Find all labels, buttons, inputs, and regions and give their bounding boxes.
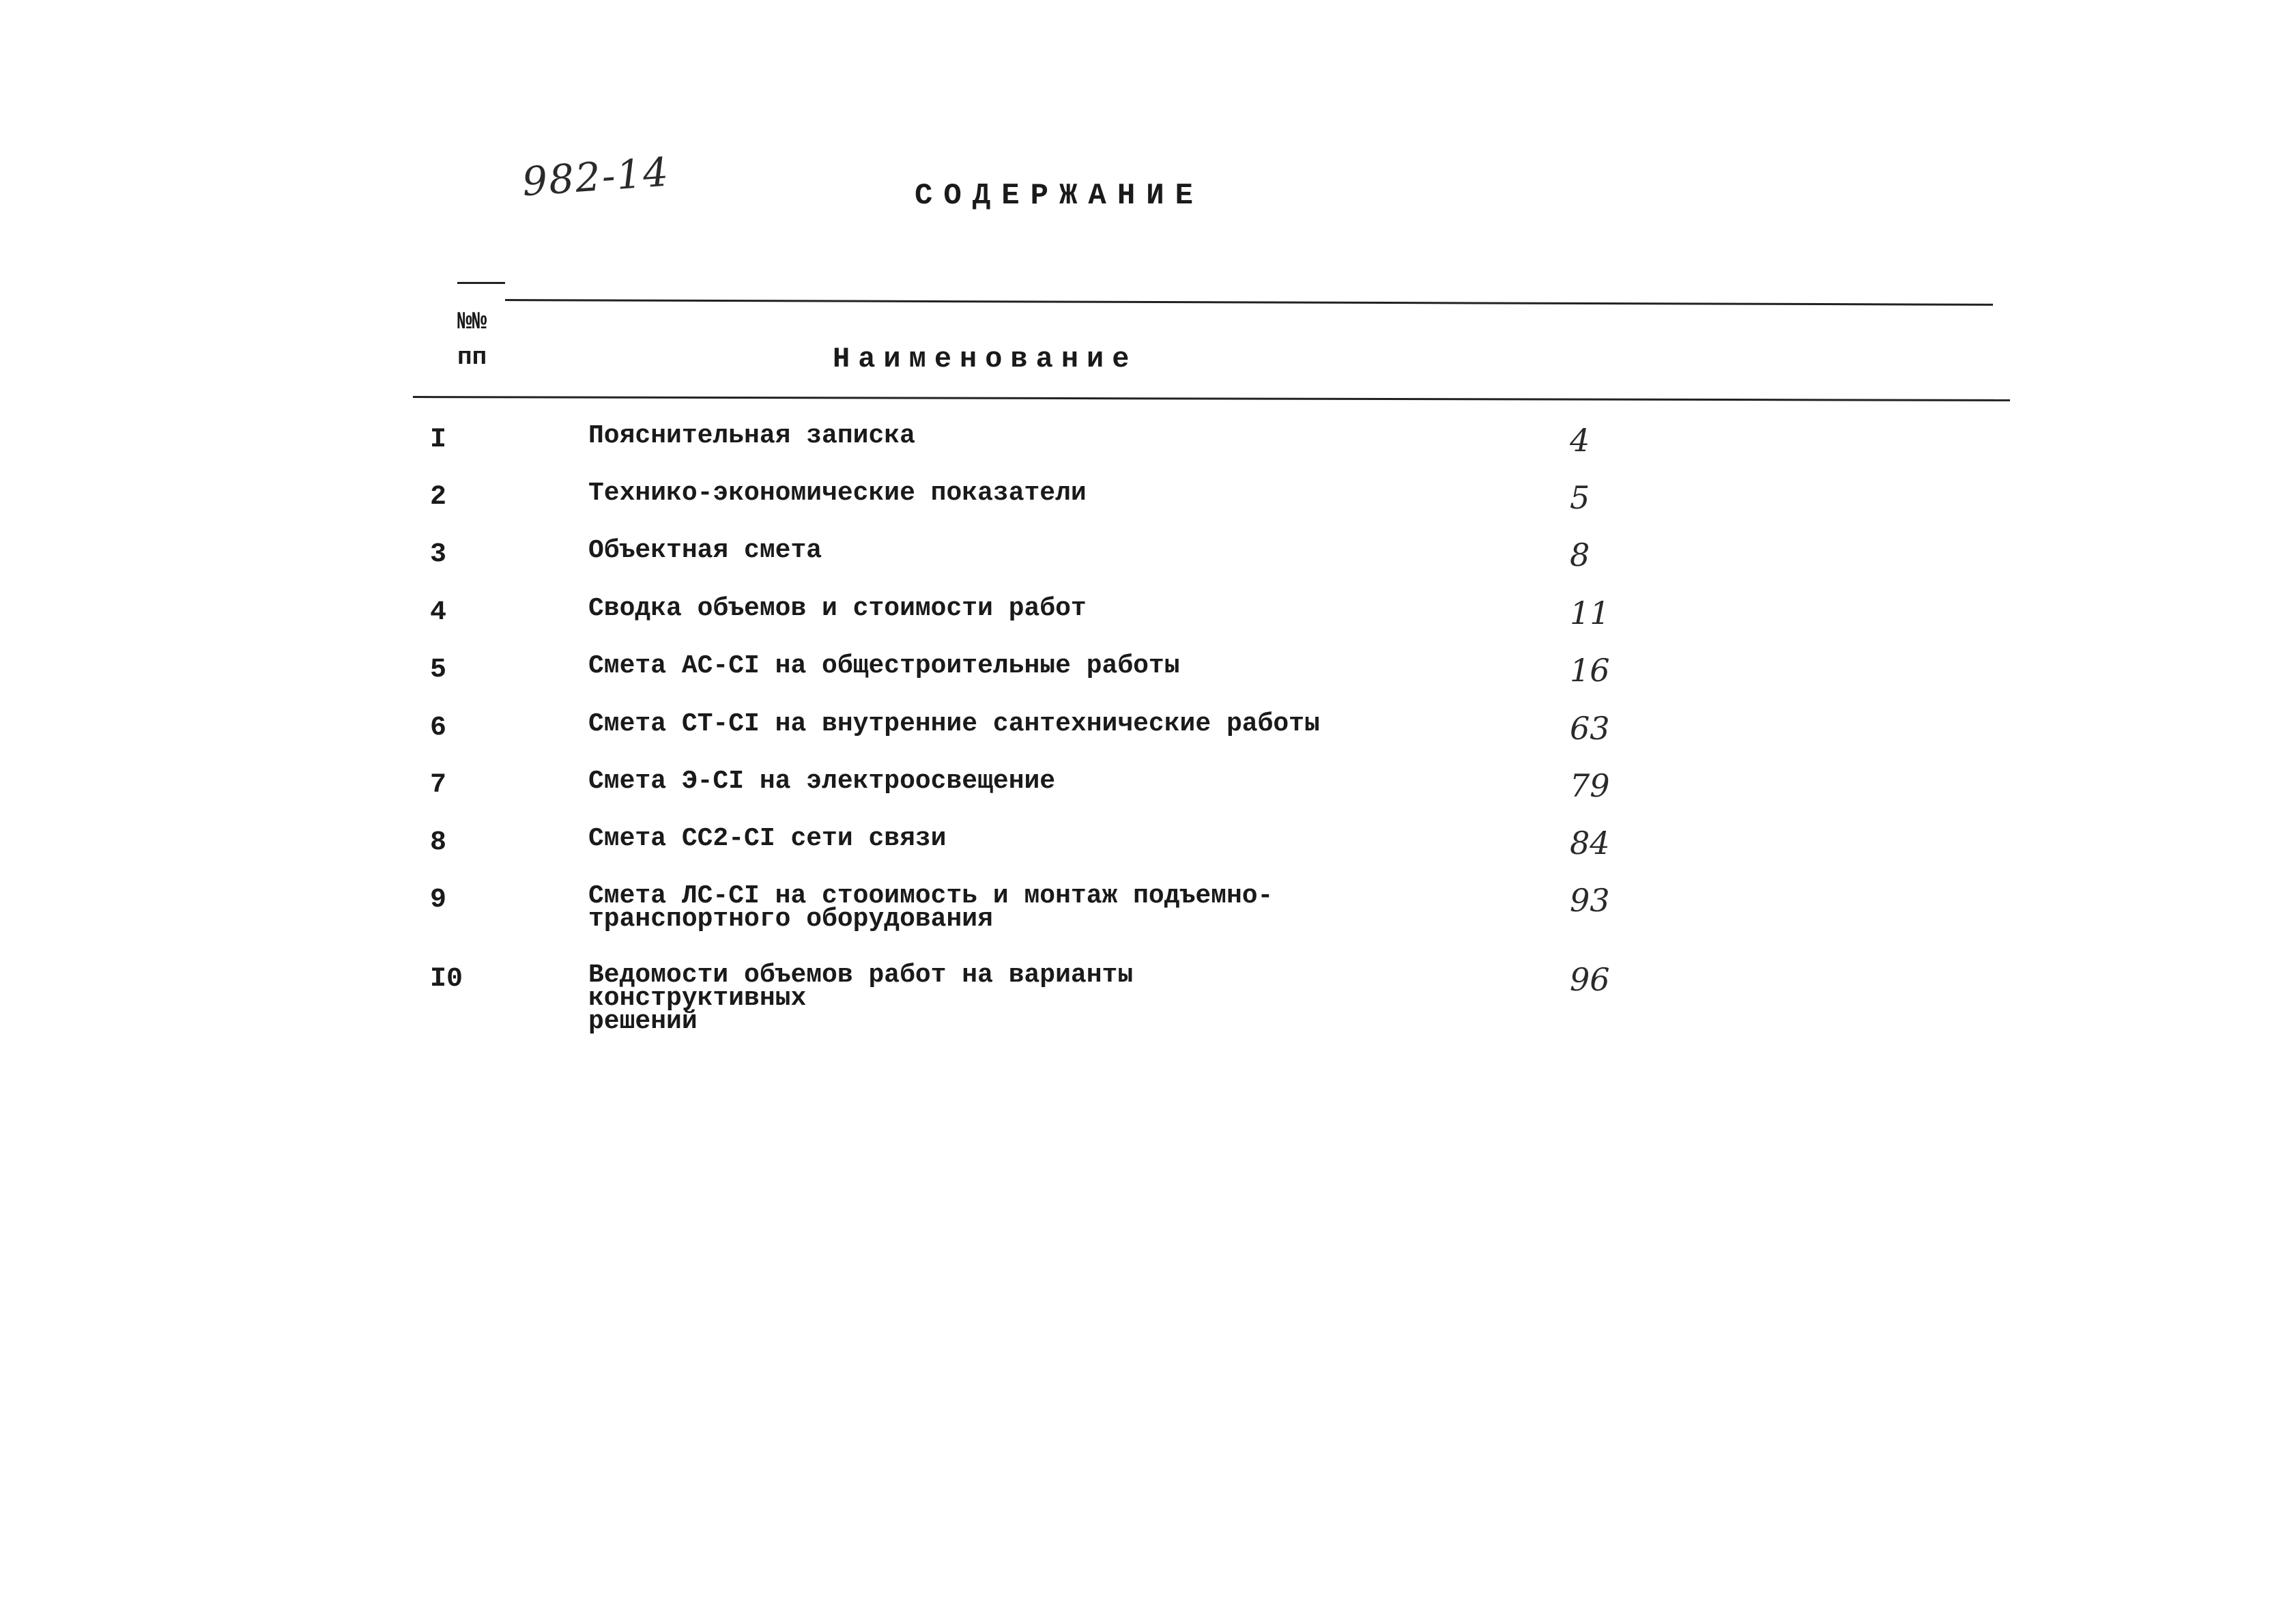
- row-number: 5: [430, 655, 447, 685]
- row-page: 11: [1570, 595, 1610, 631]
- row-page: 84: [1570, 825, 1610, 861]
- row-name: Пояснительная записка: [588, 421, 915, 451]
- row-number: 9: [430, 885, 447, 915]
- row-page: 93: [1570, 882, 1610, 919]
- row-page: 96: [1570, 961, 1610, 998]
- row-name: Объектная смета: [588, 536, 822, 565]
- row-name: Ведомости объемов работ на варианты конструктивных решений: [588, 960, 1134, 1036]
- row-page: 16: [1570, 652, 1610, 689]
- row-number: I0: [430, 964, 463, 995]
- row-name: Смета АС-CI на общестроительные работы: [588, 651, 1180, 681]
- row-page: 79: [1570, 767, 1610, 804]
- row-name: Смета ЛС-CI на стооимость и монтаж подъемно- транспортного оборудования: [588, 881, 1274, 934]
- row-name: Сводка объемов и стоимости работ: [588, 594, 1087, 623]
- document-code: 982-14: [520, 148, 672, 205]
- column-header-number-top: №№: [457, 308, 487, 336]
- row-number: 8: [430, 827, 447, 858]
- row-number: 6: [430, 713, 447, 743]
- column-header-number-bottom: пп: [457, 343, 487, 371]
- row-number: 2: [430, 482, 447, 513]
- row-name: Технико-экономические показатели: [588, 479, 1087, 508]
- row-page: 63: [1570, 710, 1610, 747]
- row-number: 4: [430, 597, 447, 628]
- column-header-name: Наименование: [833, 343, 1138, 375]
- row-page: 4: [1570, 422, 1590, 459]
- row-page: 5: [1570, 479, 1590, 516]
- row-name: Смета Э-CI на электроосвещение: [588, 767, 1056, 796]
- row-number: 7: [430, 770, 447, 801]
- row-number: 3: [430, 539, 447, 570]
- row-name: Смета CT-CI на внутренние сантехнические работы: [588, 709, 1320, 739]
- row-name: Смета CC2-CI сети связи: [588, 824, 947, 853]
- row-page: 8: [1570, 537, 1590, 573]
- page-title: СОДЕРЖАНИЕ: [915, 179, 1205, 213]
- row-number: I: [430, 425, 447, 455]
